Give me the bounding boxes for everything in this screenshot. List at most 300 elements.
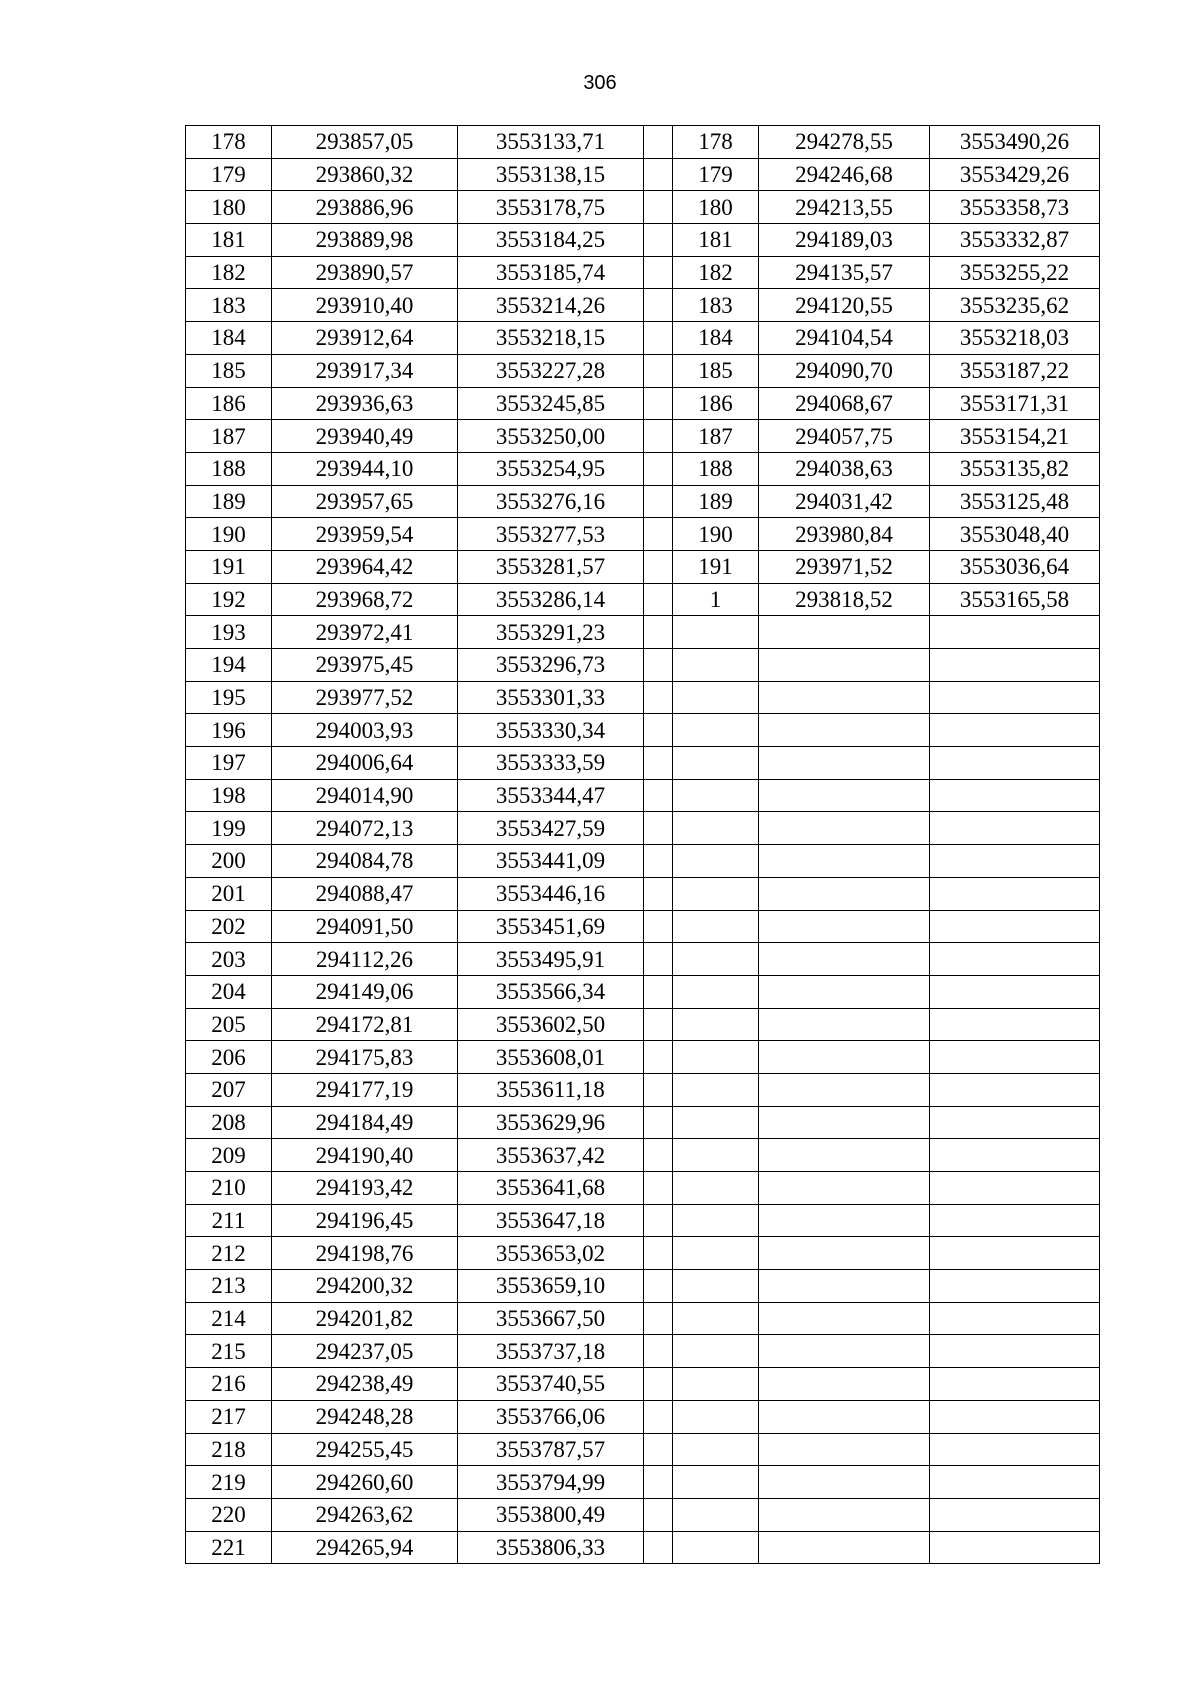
left-y-coordinate-cell: 3553218,15 xyxy=(458,322,644,355)
right-y-coordinate-cell xyxy=(930,714,1100,747)
table-row xyxy=(186,420,1100,453)
separator-cell xyxy=(644,583,673,616)
table-row xyxy=(186,943,1100,976)
table-row xyxy=(186,256,1100,289)
right-y-coordinate-cell: 3553255,22 xyxy=(930,256,1100,289)
left-point-number-cell: 183 xyxy=(186,289,272,322)
right-x-coordinate-cell xyxy=(759,812,930,845)
right-y-coordinate-cell xyxy=(930,845,1100,878)
left-point-number-cell: 209 xyxy=(186,1139,272,1172)
left-x-coordinate-cell: 294198,76 xyxy=(272,1237,458,1270)
left-x-coordinate-cell: 294184,49 xyxy=(272,1106,458,1139)
left-x-coordinate-cell: 294175,83 xyxy=(272,1041,458,1074)
table-row xyxy=(186,747,1100,780)
right-point-number-cell xyxy=(673,877,759,910)
right-point-number-cell xyxy=(673,681,759,714)
right-point-number-cell xyxy=(673,1335,759,1368)
left-point-number-cell: 187 xyxy=(186,420,272,453)
coordinates-table-body xyxy=(186,126,1100,1564)
left-y-coordinate-cell: 3553344,47 xyxy=(458,779,644,812)
right-point-number-cell: 191 xyxy=(673,550,759,583)
left-x-coordinate-cell: 294003,93 xyxy=(272,714,458,747)
left-y-coordinate-cell: 3553667,50 xyxy=(458,1302,644,1335)
left-point-number-cell: 220 xyxy=(186,1498,272,1531)
separator-cell xyxy=(644,1302,673,1335)
left-x-coordinate-cell: 294193,42 xyxy=(272,1172,458,1205)
left-point-number-cell: 197 xyxy=(186,747,272,780)
left-point-number-cell: 206 xyxy=(186,1041,272,1074)
right-point-number-cell: 182 xyxy=(673,256,759,289)
left-point-number-cell: 180 xyxy=(186,191,272,224)
separator-cell xyxy=(644,779,673,812)
right-x-coordinate-cell: 294104,54 xyxy=(759,322,930,355)
right-x-coordinate-cell xyxy=(759,1433,930,1466)
separator-cell xyxy=(644,747,673,780)
right-x-coordinate-cell: 294057,75 xyxy=(759,420,930,453)
left-x-coordinate-cell: 294201,82 xyxy=(272,1302,458,1335)
left-y-coordinate-cell: 3553133,71 xyxy=(458,126,644,159)
left-y-coordinate-cell: 3553608,01 xyxy=(458,1041,644,1074)
right-point-number-cell xyxy=(673,779,759,812)
right-point-number-cell xyxy=(673,1073,759,1106)
left-y-coordinate-cell: 3553214,26 xyxy=(458,289,644,322)
table-row xyxy=(186,1172,1100,1205)
table-row xyxy=(186,1139,1100,1172)
table-row xyxy=(186,1302,1100,1335)
left-x-coordinate-cell: 293972,41 xyxy=(272,616,458,649)
right-y-coordinate-cell: 3553218,03 xyxy=(930,322,1100,355)
right-x-coordinate-cell: 294031,42 xyxy=(759,485,930,518)
right-y-coordinate-cell: 3553171,31 xyxy=(930,387,1100,420)
right-y-coordinate-cell: 3553429,26 xyxy=(930,158,1100,191)
left-y-coordinate-cell: 3553184,25 xyxy=(458,224,644,257)
separator-cell xyxy=(644,191,673,224)
separator-cell xyxy=(644,1531,673,1564)
left-x-coordinate-cell: 293968,72 xyxy=(272,583,458,616)
left-point-number-cell: 182 xyxy=(186,256,272,289)
left-point-number-cell: 192 xyxy=(186,583,272,616)
left-y-coordinate-cell: 3553647,18 xyxy=(458,1204,644,1237)
left-x-coordinate-cell: 294112,26 xyxy=(272,943,458,976)
separator-cell xyxy=(644,1041,673,1074)
left-y-coordinate-cell: 3553245,85 xyxy=(458,387,644,420)
right-y-coordinate-cell xyxy=(930,1302,1100,1335)
left-y-coordinate-cell: 3553629,96 xyxy=(458,1106,644,1139)
right-x-coordinate-cell xyxy=(759,1531,930,1564)
left-y-coordinate-cell: 3553301,33 xyxy=(458,681,644,714)
separator-cell xyxy=(644,877,673,910)
table-row xyxy=(186,387,1100,420)
separator-cell xyxy=(644,616,673,649)
right-x-coordinate-cell xyxy=(759,779,930,812)
left-point-number-cell: 188 xyxy=(186,452,272,485)
right-x-coordinate-cell xyxy=(759,910,930,943)
right-point-number-cell xyxy=(673,975,759,1008)
left-x-coordinate-cell: 293964,42 xyxy=(272,550,458,583)
right-y-coordinate-cell: 3553332,87 xyxy=(930,224,1100,257)
separator-cell xyxy=(644,485,673,518)
separator-cell xyxy=(644,354,673,387)
right-y-coordinate-cell: 3553165,58 xyxy=(930,583,1100,616)
left-y-coordinate-cell: 3553740,55 xyxy=(458,1368,644,1401)
table-row xyxy=(186,583,1100,616)
left-point-number-cell: 196 xyxy=(186,714,272,747)
left-y-coordinate-cell: 3553254,95 xyxy=(458,452,644,485)
table-row xyxy=(186,1466,1100,1499)
separator-cell xyxy=(644,649,673,682)
right-y-coordinate-cell xyxy=(930,877,1100,910)
left-y-coordinate-cell: 3553637,42 xyxy=(458,1139,644,1172)
separator-cell xyxy=(644,550,673,583)
table-row xyxy=(186,322,1100,355)
right-point-number-cell xyxy=(673,1270,759,1303)
right-y-coordinate-cell xyxy=(930,616,1100,649)
right-point-number-cell: 189 xyxy=(673,485,759,518)
right-y-coordinate-cell xyxy=(930,1270,1100,1303)
left-y-coordinate-cell: 3553333,59 xyxy=(458,747,644,780)
left-x-coordinate-cell: 294084,78 xyxy=(272,845,458,878)
table-row xyxy=(186,354,1100,387)
table-row xyxy=(186,1531,1100,1564)
left-y-coordinate-cell: 3553427,59 xyxy=(458,812,644,845)
table-row xyxy=(186,1335,1100,1368)
right-y-coordinate-cell xyxy=(930,1531,1100,1564)
left-x-coordinate-cell: 294237,05 xyxy=(272,1335,458,1368)
separator-cell xyxy=(644,714,673,747)
table-row xyxy=(186,812,1100,845)
right-y-coordinate-cell xyxy=(930,1106,1100,1139)
right-x-coordinate-cell xyxy=(759,1498,930,1531)
separator-cell xyxy=(644,910,673,943)
right-y-coordinate-cell xyxy=(930,1139,1100,1172)
right-x-coordinate-cell xyxy=(759,943,930,976)
left-y-coordinate-cell: 3553566,34 xyxy=(458,975,644,1008)
right-point-number-cell xyxy=(673,1237,759,1270)
right-y-coordinate-cell xyxy=(930,1400,1100,1433)
right-y-coordinate-cell xyxy=(930,943,1100,976)
right-x-coordinate-cell xyxy=(759,1041,930,1074)
right-x-coordinate-cell: 294038,63 xyxy=(759,452,930,485)
left-point-number-cell: 208 xyxy=(186,1106,272,1139)
right-x-coordinate-cell xyxy=(759,1237,930,1270)
left-point-number-cell: 190 xyxy=(186,518,272,551)
left-point-number-cell: 195 xyxy=(186,681,272,714)
right-y-coordinate-cell xyxy=(930,747,1100,780)
right-x-coordinate-cell xyxy=(759,1302,930,1335)
left-point-number-cell: 198 xyxy=(186,779,272,812)
left-point-number-cell: 211 xyxy=(186,1204,272,1237)
separator-cell xyxy=(644,1172,673,1205)
right-x-coordinate-cell: 293818,52 xyxy=(759,583,930,616)
table-row xyxy=(186,649,1100,682)
left-x-coordinate-cell: 293917,34 xyxy=(272,354,458,387)
right-point-number-cell xyxy=(673,1041,759,1074)
right-y-coordinate-cell xyxy=(930,1466,1100,1499)
table-row xyxy=(186,1498,1100,1531)
left-point-number-cell: 194 xyxy=(186,649,272,682)
left-x-coordinate-cell: 294014,90 xyxy=(272,779,458,812)
left-x-coordinate-cell: 293910,40 xyxy=(272,289,458,322)
left-y-coordinate-cell: 3553296,73 xyxy=(458,649,644,682)
left-x-coordinate-cell: 293959,54 xyxy=(272,518,458,551)
separator-cell xyxy=(644,289,673,322)
left-y-coordinate-cell: 3553330,34 xyxy=(458,714,644,747)
left-y-coordinate-cell: 3553291,23 xyxy=(458,616,644,649)
right-point-number-cell xyxy=(673,714,759,747)
left-point-number-cell: 217 xyxy=(186,1400,272,1433)
separator-cell xyxy=(644,681,673,714)
right-point-number-cell xyxy=(673,812,759,845)
right-y-coordinate-cell xyxy=(930,1237,1100,1270)
left-x-coordinate-cell: 293977,52 xyxy=(272,681,458,714)
right-x-coordinate-cell: 293980,84 xyxy=(759,518,930,551)
right-point-number-cell xyxy=(673,1302,759,1335)
left-point-number-cell: 185 xyxy=(186,354,272,387)
right-y-coordinate-cell: 3553154,21 xyxy=(930,420,1100,453)
left-x-coordinate-cell: 294200,32 xyxy=(272,1270,458,1303)
right-point-number-cell xyxy=(673,1531,759,1564)
table-row xyxy=(186,779,1100,812)
left-y-coordinate-cell: 3553806,33 xyxy=(458,1531,644,1564)
right-x-coordinate-cell xyxy=(759,714,930,747)
right-y-coordinate-cell: 3553036,64 xyxy=(930,550,1100,583)
right-y-coordinate-cell: 3553235,62 xyxy=(930,289,1100,322)
right-y-coordinate-cell: 3553187,22 xyxy=(930,354,1100,387)
right-x-coordinate-cell: 294246,68 xyxy=(759,158,930,191)
separator-cell xyxy=(644,1400,673,1433)
left-x-coordinate-cell: 294238,49 xyxy=(272,1368,458,1401)
table-row xyxy=(186,1237,1100,1270)
right-y-coordinate-cell: 3553125,48 xyxy=(930,485,1100,518)
left-y-coordinate-cell: 3553227,28 xyxy=(458,354,644,387)
right-x-coordinate-cell xyxy=(759,747,930,780)
table-row xyxy=(186,289,1100,322)
left-point-number-cell: 179 xyxy=(186,158,272,191)
left-point-number-cell: 200 xyxy=(186,845,272,878)
separator-cell xyxy=(644,1204,673,1237)
separator-cell xyxy=(644,387,673,420)
right-y-coordinate-cell xyxy=(930,1172,1100,1205)
table-row xyxy=(186,1433,1100,1466)
right-y-coordinate-cell xyxy=(930,812,1100,845)
table-row xyxy=(186,845,1100,878)
left-x-coordinate-cell: 294177,19 xyxy=(272,1073,458,1106)
left-x-coordinate-cell: 294149,06 xyxy=(272,975,458,1008)
left-y-coordinate-cell: 3553286,14 xyxy=(458,583,644,616)
separator-cell xyxy=(644,158,673,191)
right-point-number-cell xyxy=(673,1139,759,1172)
separator-cell xyxy=(644,1498,673,1531)
left-point-number-cell: 204 xyxy=(186,975,272,1008)
right-point-number-cell: 190 xyxy=(673,518,759,551)
left-y-coordinate-cell: 3553185,74 xyxy=(458,256,644,289)
separator-cell xyxy=(644,452,673,485)
separator-cell xyxy=(644,322,673,355)
separator-cell xyxy=(644,1073,673,1106)
left-y-coordinate-cell: 3553451,69 xyxy=(458,910,644,943)
right-x-coordinate-cell xyxy=(759,1368,930,1401)
right-x-coordinate-cell: 294135,57 xyxy=(759,256,930,289)
right-point-number-cell xyxy=(673,1498,759,1531)
left-y-coordinate-cell: 3553653,02 xyxy=(458,1237,644,1270)
left-point-number-cell: 193 xyxy=(186,616,272,649)
table-row xyxy=(186,1204,1100,1237)
separator-cell xyxy=(644,420,673,453)
left-point-number-cell: 214 xyxy=(186,1302,272,1335)
right-y-coordinate-cell xyxy=(930,1073,1100,1106)
left-point-number-cell: 215 xyxy=(186,1335,272,1368)
right-point-number-cell xyxy=(673,616,759,649)
table-row xyxy=(186,877,1100,910)
table-row xyxy=(186,714,1100,747)
right-x-coordinate-cell: 294120,55 xyxy=(759,289,930,322)
left-y-coordinate-cell: 3553787,57 xyxy=(458,1433,644,1466)
right-x-coordinate-cell xyxy=(759,616,930,649)
table-row xyxy=(186,1400,1100,1433)
right-y-coordinate-cell xyxy=(930,1041,1100,1074)
left-point-number-cell: 186 xyxy=(186,387,272,420)
left-x-coordinate-cell: 293944,10 xyxy=(272,452,458,485)
left-x-coordinate-cell: 294072,13 xyxy=(272,812,458,845)
left-y-coordinate-cell: 3553138,15 xyxy=(458,158,644,191)
right-y-coordinate-cell xyxy=(930,1498,1100,1531)
right-x-coordinate-cell: 294189,03 xyxy=(759,224,930,257)
table-row xyxy=(186,1270,1100,1303)
table-row xyxy=(186,550,1100,583)
separator-cell xyxy=(644,224,673,257)
left-x-coordinate-cell: 293889,98 xyxy=(272,224,458,257)
right-x-coordinate-cell: 294068,67 xyxy=(759,387,930,420)
right-x-coordinate-cell xyxy=(759,1008,930,1041)
left-y-coordinate-cell: 3553602,50 xyxy=(458,1008,644,1041)
right-y-coordinate-cell: 3553490,26 xyxy=(930,126,1100,159)
left-x-coordinate-cell: 293957,65 xyxy=(272,485,458,518)
left-point-number-cell: 218 xyxy=(186,1433,272,1466)
left-y-coordinate-cell: 3553800,49 xyxy=(458,1498,644,1531)
left-x-coordinate-cell: 293886,96 xyxy=(272,191,458,224)
left-point-number-cell: 181 xyxy=(186,224,272,257)
right-point-number-cell: 188 xyxy=(673,452,759,485)
left-y-coordinate-cell: 3553276,16 xyxy=(458,485,644,518)
right-point-number-cell: 178 xyxy=(673,126,759,159)
table-row xyxy=(186,485,1100,518)
right-x-coordinate-cell xyxy=(759,975,930,1008)
right-y-coordinate-cell xyxy=(930,779,1100,812)
right-point-number-cell xyxy=(673,1433,759,1466)
left-y-coordinate-cell: 3553737,18 xyxy=(458,1335,644,1368)
separator-cell xyxy=(644,1335,673,1368)
right-y-coordinate-cell xyxy=(930,975,1100,1008)
right-x-coordinate-cell xyxy=(759,1204,930,1237)
right-y-coordinate-cell: 3553135,82 xyxy=(930,452,1100,485)
right-point-number-cell: 180 xyxy=(673,191,759,224)
table-row xyxy=(186,126,1100,159)
table-row xyxy=(186,452,1100,485)
separator-cell xyxy=(644,126,673,159)
left-x-coordinate-cell: 293940,49 xyxy=(272,420,458,453)
right-x-coordinate-cell xyxy=(759,1172,930,1205)
right-x-coordinate-cell xyxy=(759,877,930,910)
left-point-number-cell: 184 xyxy=(186,322,272,355)
separator-cell xyxy=(644,975,673,1008)
right-point-number-cell: 187 xyxy=(673,420,759,453)
table-row xyxy=(186,1008,1100,1041)
separator-cell xyxy=(644,1433,673,1466)
left-x-coordinate-cell: 293860,32 xyxy=(272,158,458,191)
right-y-coordinate-cell xyxy=(930,1204,1100,1237)
right-x-coordinate-cell xyxy=(759,845,930,878)
right-point-number-cell xyxy=(673,1008,759,1041)
table-row xyxy=(186,191,1100,224)
right-point-number-cell xyxy=(673,649,759,682)
right-point-number-cell xyxy=(673,1204,759,1237)
table-row xyxy=(186,1073,1100,1106)
right-x-coordinate-cell xyxy=(759,681,930,714)
right-point-number-cell xyxy=(673,910,759,943)
right-point-number-cell xyxy=(673,1368,759,1401)
left-x-coordinate-cell: 293975,45 xyxy=(272,649,458,682)
left-point-number-cell: 203 xyxy=(186,943,272,976)
separator-cell xyxy=(644,812,673,845)
left-y-coordinate-cell: 3553441,09 xyxy=(458,845,644,878)
left-y-coordinate-cell: 3553659,10 xyxy=(458,1270,644,1303)
left-x-coordinate-cell: 293857,05 xyxy=(272,126,458,159)
table-row xyxy=(186,158,1100,191)
left-x-coordinate-cell: 294265,94 xyxy=(272,1531,458,1564)
left-y-coordinate-cell: 3553277,53 xyxy=(458,518,644,551)
left-x-coordinate-cell: 293936,63 xyxy=(272,387,458,420)
right-point-number-cell xyxy=(673,1106,759,1139)
right-point-number-cell xyxy=(673,1400,759,1433)
left-x-coordinate-cell: 293912,64 xyxy=(272,322,458,355)
right-point-number-cell xyxy=(673,1466,759,1499)
left-point-number-cell: 213 xyxy=(186,1270,272,1303)
right-y-coordinate-cell xyxy=(930,910,1100,943)
left-point-number-cell: 191 xyxy=(186,550,272,583)
separator-cell xyxy=(644,1106,673,1139)
table-row xyxy=(186,518,1100,551)
right-point-number-cell xyxy=(673,1172,759,1205)
right-y-coordinate-cell xyxy=(930,1335,1100,1368)
left-point-number-cell: 221 xyxy=(186,1531,272,1564)
left-point-number-cell: 219 xyxy=(186,1466,272,1499)
left-y-coordinate-cell: 3553766,06 xyxy=(458,1400,644,1433)
right-y-coordinate-cell xyxy=(930,681,1100,714)
right-point-number-cell: 184 xyxy=(673,322,759,355)
table-row xyxy=(186,910,1100,943)
left-point-number-cell: 207 xyxy=(186,1073,272,1106)
left-point-number-cell: 205 xyxy=(186,1008,272,1041)
separator-cell xyxy=(644,1237,673,1270)
right-point-number-cell xyxy=(673,845,759,878)
left-x-coordinate-cell: 294196,45 xyxy=(272,1204,458,1237)
left-x-coordinate-cell: 294190,40 xyxy=(272,1139,458,1172)
left-point-number-cell: 202 xyxy=(186,910,272,943)
left-y-coordinate-cell: 3553446,16 xyxy=(458,877,644,910)
left-y-coordinate-cell: 3553281,57 xyxy=(458,550,644,583)
right-x-coordinate-cell xyxy=(759,1073,930,1106)
right-point-number-cell xyxy=(673,747,759,780)
right-y-coordinate-cell xyxy=(930,1433,1100,1466)
right-y-coordinate-cell xyxy=(930,649,1100,682)
right-x-coordinate-cell xyxy=(759,1270,930,1303)
right-point-number-cell: 186 xyxy=(673,387,759,420)
left-x-coordinate-cell: 294248,28 xyxy=(272,1400,458,1433)
table-row xyxy=(186,975,1100,1008)
left-x-coordinate-cell: 294255,45 xyxy=(272,1433,458,1466)
left-x-coordinate-cell: 294088,47 xyxy=(272,877,458,910)
left-point-number-cell: 212 xyxy=(186,1237,272,1270)
